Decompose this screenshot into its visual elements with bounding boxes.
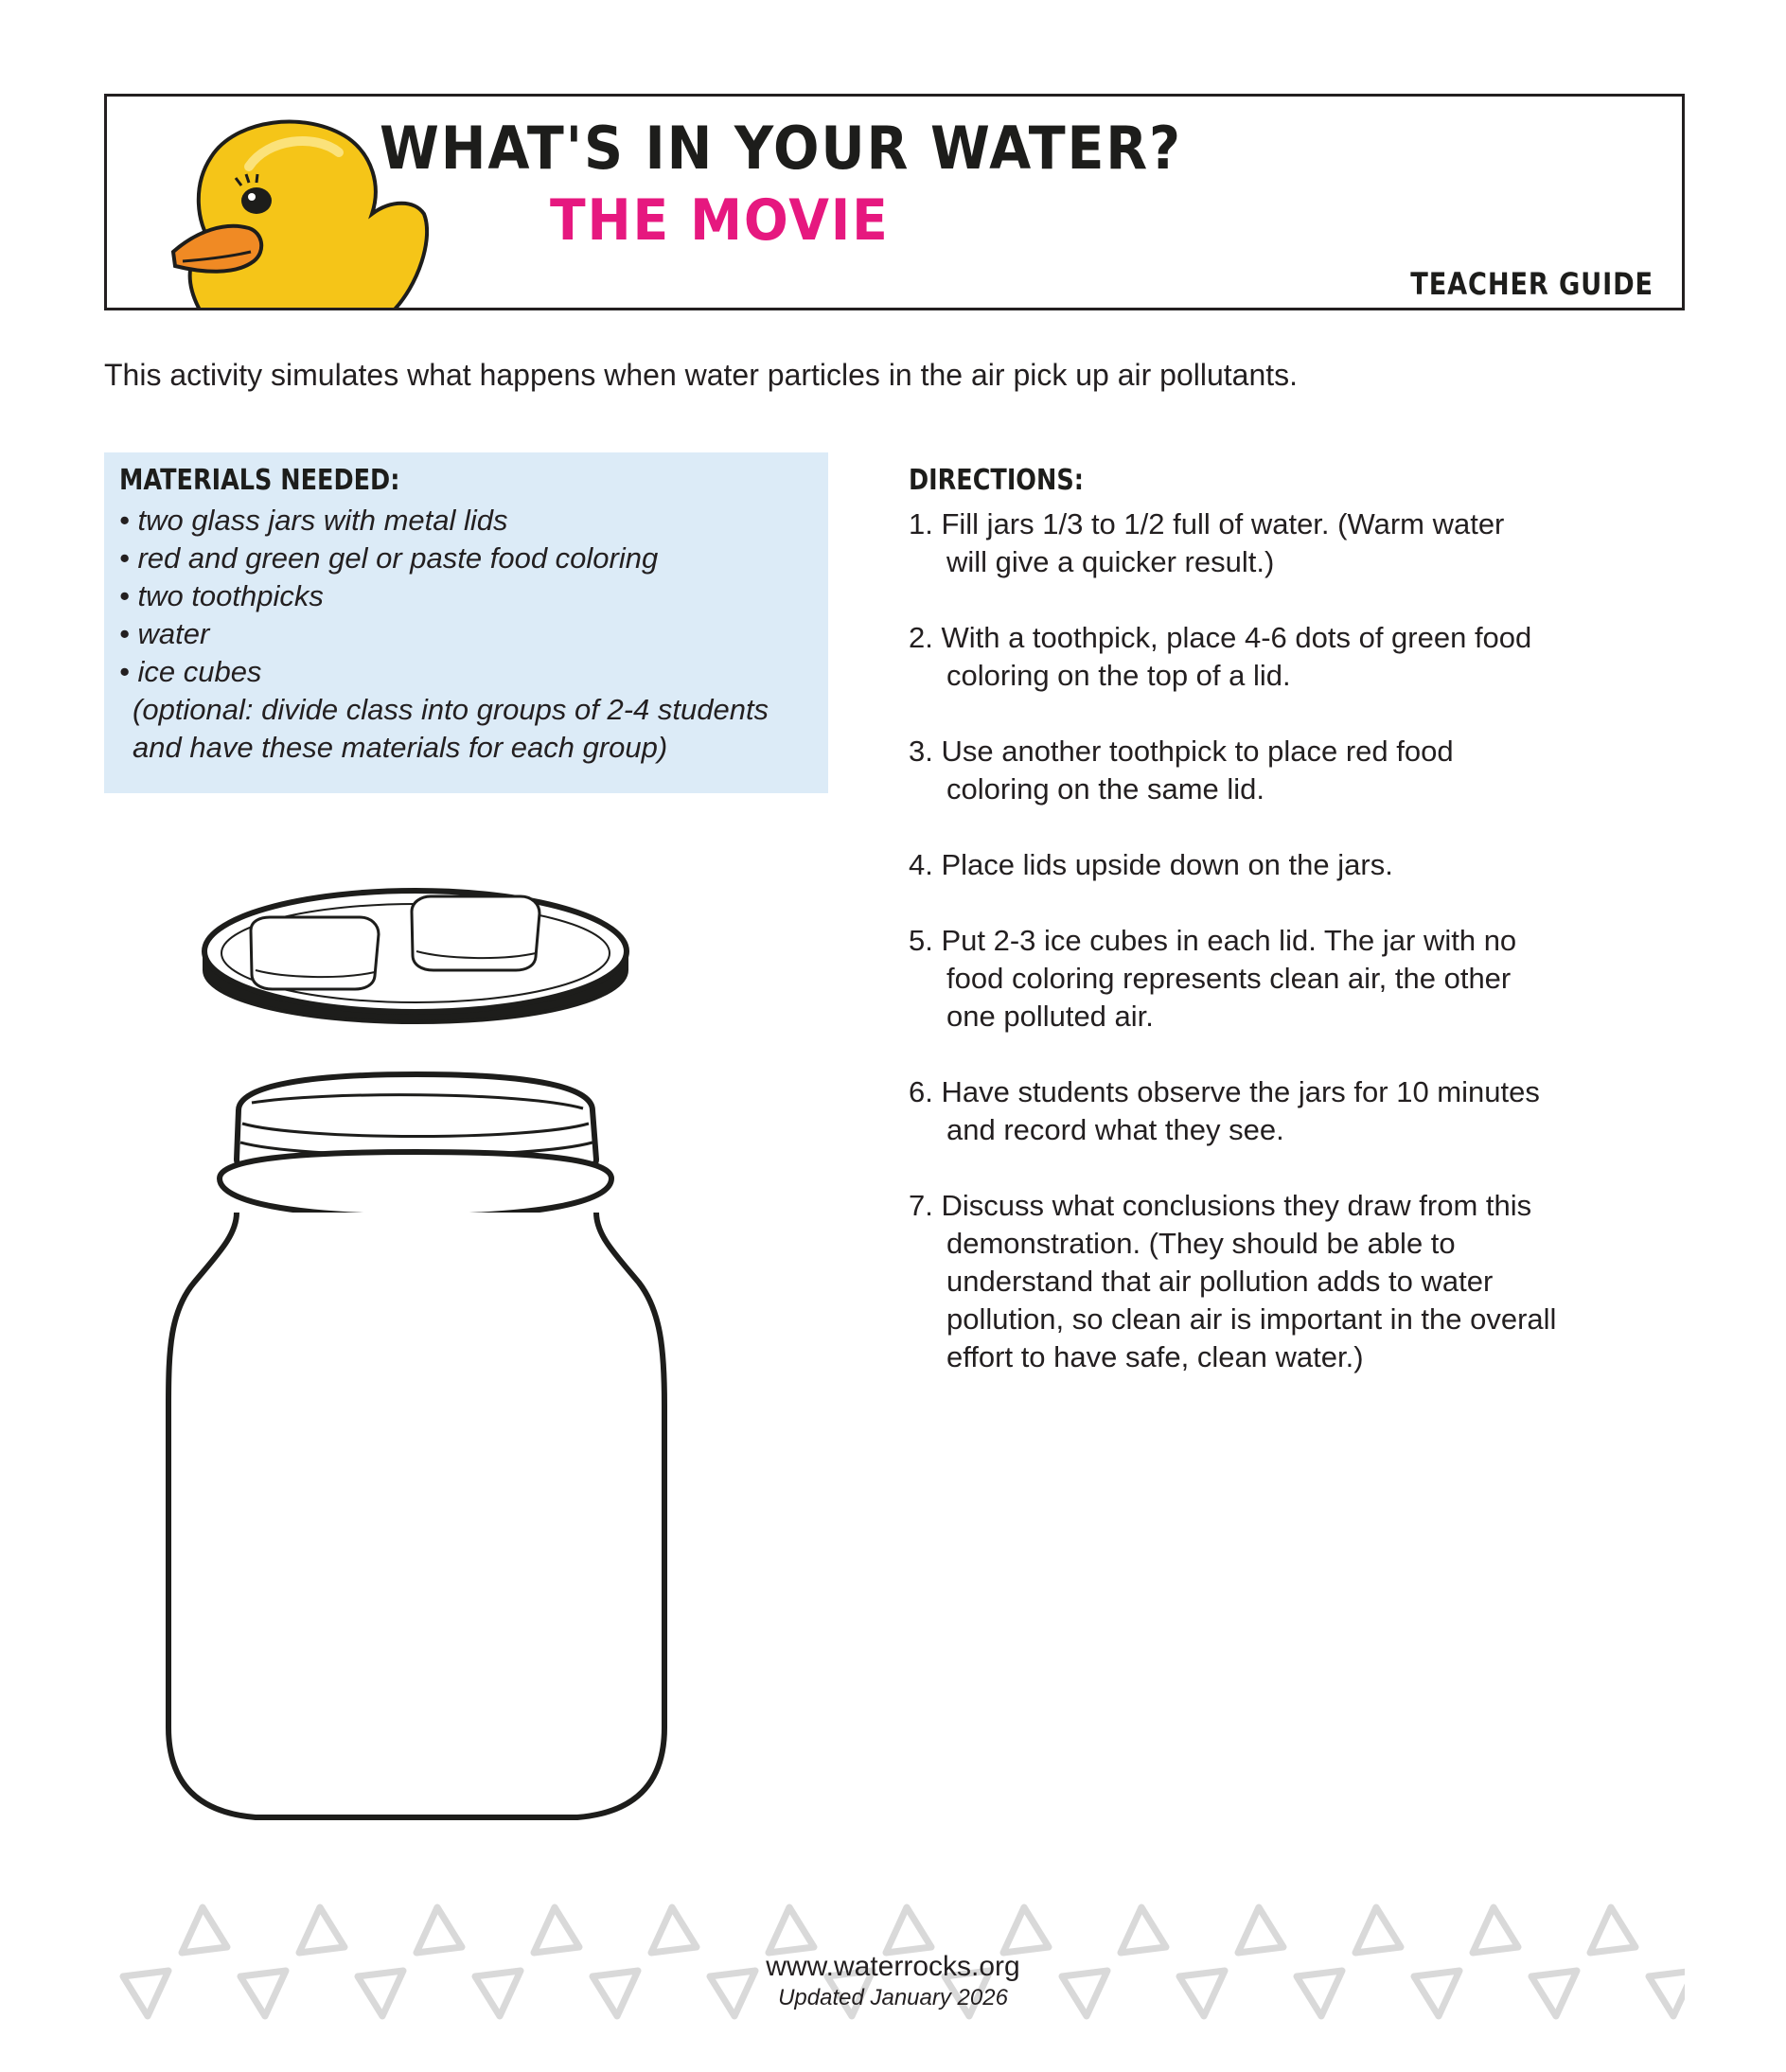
page-subtitle: THE MOVIE xyxy=(550,187,890,254)
pattern-triangle xyxy=(1473,1907,1518,1953)
pattern-triangle xyxy=(886,1907,931,1953)
ice-cube xyxy=(412,896,539,970)
materials-note-line: and have these materials for each group) xyxy=(133,731,668,764)
direction-step xyxy=(909,733,1666,808)
footer-updated-date: Updated January 2026 xyxy=(778,1985,1008,2010)
footer-url[interactable]: www.waterrocks.org xyxy=(766,1951,1020,1982)
direction-step-line: food coloring represents clean air, the other xyxy=(946,962,1512,995)
pattern-triangle xyxy=(1355,1907,1401,1953)
materials-note-line: (optional: divide class into groups of 2-4 students xyxy=(133,693,769,726)
direction-step-line: 2. With a toothpick, place 4-6 dots of green food xyxy=(909,621,1532,654)
jar-body xyxy=(168,1074,664,1817)
footer xyxy=(0,1950,1786,2012)
direction-step xyxy=(909,619,1666,695)
direction-step xyxy=(909,846,1666,884)
direction-step-line: 5. Put 2-3 ice cubes in each lid. The jar with no xyxy=(909,924,1517,957)
teacher-guide-label: TEACHER GUIDE xyxy=(1410,266,1653,302)
direction-step xyxy=(909,505,1666,581)
direction-step-line: coloring on the top of a lid. xyxy=(946,659,1291,692)
direction-step-line: understand that air pollution adds to water xyxy=(946,1265,1494,1298)
pattern-triangle xyxy=(1238,1907,1283,1953)
directions-section xyxy=(909,464,1666,1414)
ice-cube xyxy=(251,917,379,989)
direction-step-line: 1. Fill jars 1/3 to 1/2 full of water. (Warm water xyxy=(909,507,1505,540)
direction-step-line: effort to have safe, clean water.) xyxy=(946,1340,1364,1373)
direction-step-line: 4. Place lids upside down on the jars. xyxy=(909,848,1393,881)
direction-step-line: and record what they see. xyxy=(946,1113,1284,1146)
materials-heading: MATERIALS NEEDED: xyxy=(119,464,400,497)
direction-step-line: 3. Use another toothpick to place red food xyxy=(909,735,1454,768)
direction-step-line: pollution, so clean air is important in the overall xyxy=(946,1302,1557,1336)
page-title: WHAT'S IN YOUR WATER? xyxy=(380,114,1182,183)
pattern-triangle xyxy=(1121,1907,1166,1953)
pattern-triangle xyxy=(416,1907,462,1953)
header-banner xyxy=(104,94,1685,310)
direction-step-line: coloring on the same lid. xyxy=(946,772,1265,806)
direction-step xyxy=(909,1187,1666,1376)
directions-list xyxy=(909,505,1666,1376)
direction-step-line: 6. Have students observe the jars for 10 minutes xyxy=(909,1075,1540,1108)
pattern-triangle xyxy=(534,1907,579,1953)
pattern-triangle xyxy=(769,1907,814,1953)
materials-item: • water xyxy=(119,617,210,650)
pattern-triangle xyxy=(182,1907,227,1953)
materials-item: • red and green gel or paste food coloring xyxy=(119,541,659,575)
materials-item: • two glass jars with metal lids xyxy=(119,504,508,537)
materials-item: • ice cubes xyxy=(119,655,262,688)
materials-box xyxy=(104,452,828,793)
direction-step-line: demonstration. (They should be able to xyxy=(946,1227,1456,1260)
mason-jar-illustration xyxy=(161,876,672,1832)
direction-step xyxy=(909,922,1666,1036)
direction-step-line: one polluted air. xyxy=(946,1000,1154,1033)
pattern-triangle xyxy=(1590,1907,1636,1953)
directions-heading: DIRECTIONS: xyxy=(909,464,1084,497)
pattern-triangle xyxy=(1003,1907,1049,1953)
pattern-triangle xyxy=(299,1907,345,1953)
intro-text: This activity simulates what happens when water particles in the air pick up air pollutants. xyxy=(104,358,1299,392)
materials-item: • two toothpicks xyxy=(119,579,324,612)
direction-step xyxy=(909,1073,1666,1149)
direction-step-line: will give a quicker result.) xyxy=(946,545,1275,578)
direction-step-line: 7. Discuss what conclusions they draw from this xyxy=(909,1189,1532,1222)
pattern-triangle xyxy=(651,1907,697,1953)
materials-list xyxy=(119,502,813,767)
